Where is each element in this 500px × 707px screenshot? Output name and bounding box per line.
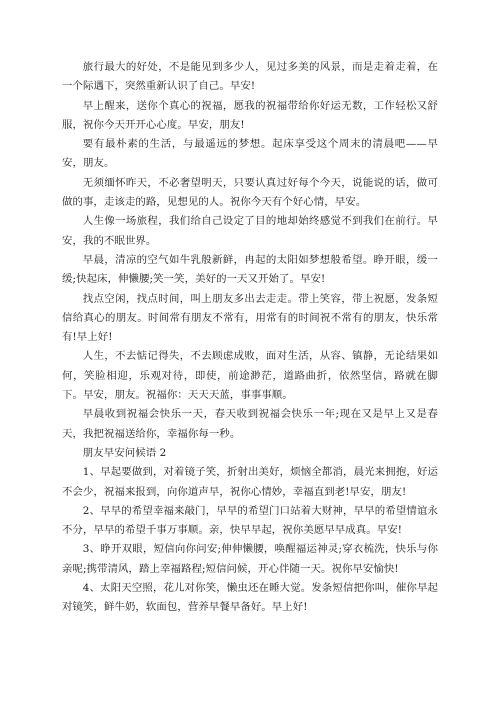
paragraph-9: 早晨收到祝福会快乐一天，春天收到祝福会快乐一年;现在又是早上又是春天，我把祝福送给你，幸福你每一秒。 (62, 408, 438, 440)
paragraph-6: 早晨，清凉的空气如牛乳般新鲜，冉起的太阳如梦想般希望。睁开眼，缓一缓;快起床，伸懒腰;笑一笑，美好的一天又开始了。早安! (62, 253, 438, 286)
list-item-1: 1、早起要做到，对着镜子笑，折射出美好，烦恼全都消，晨光来拥抱，好运不会少，祝福来报到，向你道声早，祝你心情妙，幸福直到老!早安，朋友! (62, 466, 438, 498)
paragraph-7: 找点空闲，找点时间，叫上朋友多出去走走。带上笑容，带上祝愿，发条短信给真心的朋友。时间常有朋友不常有，用常有的时间祝不常有的朋友，快乐常有!早上好! (62, 292, 438, 344)
list-item-3: 3、睁开双眼，短信向你问安;伸伸懒腰，唤醒福运神灵;穿衣梳洗，快乐与你亲呢;携带清风，踏上幸福路程;短信问候，开心伴随一天。祝你早安愉快! (62, 543, 438, 575)
paragraph-5: 人生像一场旅程，我们给自己设定了目的地却始终感觉不到我们在前行。早安，我的不眠世界。 (62, 215, 438, 247)
document-body (62, 58, 438, 618)
paragraph-1: 旅行最大的好处，不是能见到多少人，见过多美的风景，而是走着走着，在一个际遇下，突然重新认识了自己。早安! (62, 61, 438, 93)
section-heading: 朋友早安问候语 2 (82, 446, 167, 459)
paragraph-2: 早上醒来，送你个真心的祝福，愿我的祝福带给你好运无数，工作轻松又舒服，祝你今天开开心心度。早安，朋友! (62, 99, 438, 131)
paragraph-3: 要有最朴素的生活，与最遥远的梦想。起床享受这个周末的清晨吧——早安，朋友。 (62, 138, 438, 170)
paragraph-4: 无须缅怀昨天，不必奢望明天，只要认真过好每个今天，说能说的话，做可做的事，走该走的路，见想见的人。祝你今天有个好心情，早安。 (62, 176, 438, 209)
list-item-2: 2、早早的希望幸福来敲门，早早的希望门口站着大财神，早早的希望情谊永不分，早早的希望千事万事顺。亲，快早早起，祝你美愿早早成真。早安! (62, 504, 438, 537)
paragraph-8: 人生，不去惦记得失，不去顾虑成败，面对生活，从容、镇静，无论结果如何，笑脸相迎，乐观对待，即使，前途渺茫，道路曲折，依然坚信，路就在脚下。早安，朋友。祝福你：天天天蓝，事事事顺。 (62, 350, 438, 402)
list-item-4: 4、太阳天空照，花儿对你笑，懒虫还在睡大觉。发条短信把你叫，催你早起对镜笑，鲜牛奶，软面包，营养早餐早备好。早上好! (62, 582, 438, 614)
